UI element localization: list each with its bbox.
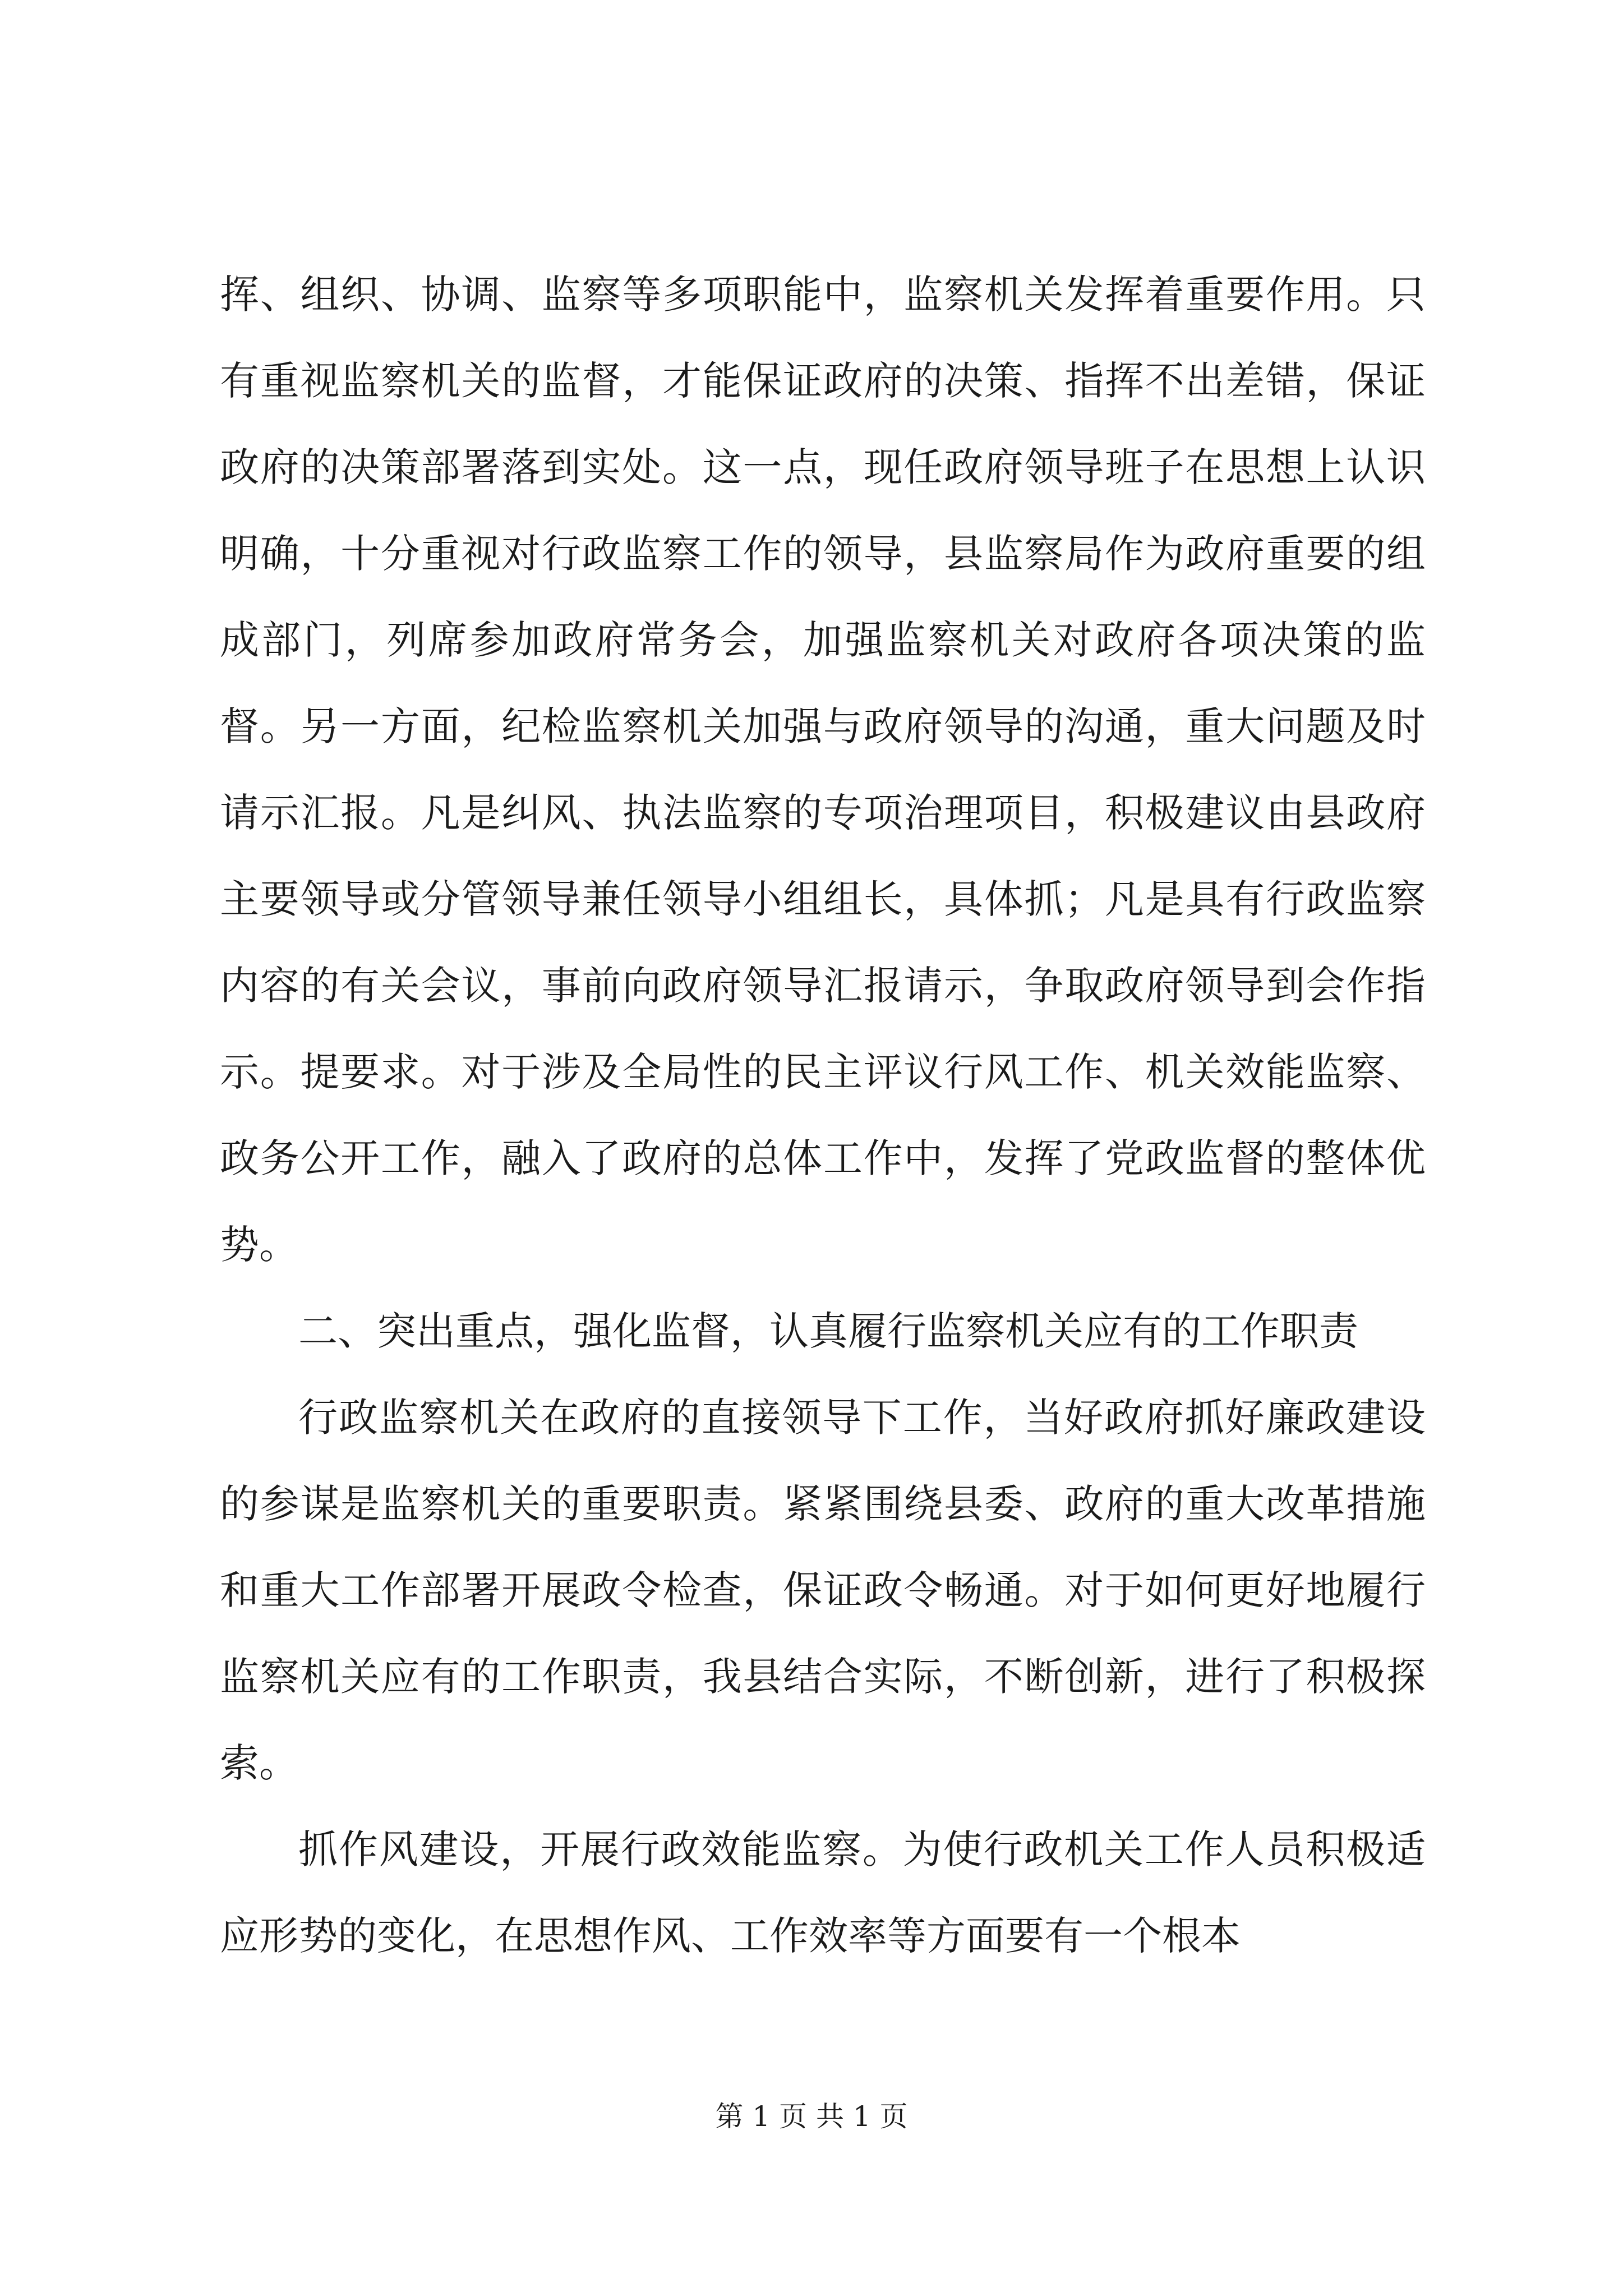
page-number-label: 第 1 页 共 1 页 [715,2100,908,2133]
paragraph-continuation: 挥、组织、协调、监察等多项职能中，监察机关发挥着重要作用。只有重视监察机关的监督，才能保证政府的决策、指挥不出差错，保证政府的决策部署落到实处。这一点，现任政府领导班子在思想上认识明确，十分重视对行政监察工作的领导，县监察局作为政府重要的组成部门，列席参加政府常务会，加强监察机关对政府各项决策的监督。另一方面，纪检监察机关加强与政府领导的沟通，重大问题及时请示汇报。凡是纠风、执法监察的专项治理项目，积极建议由县政府主要领导或分管领导兼任领导小组组长，具体抓；凡是具有行政监察内容的有关会议，事前向政府领导汇报请示，争取政府领导到会作指示。提要求。对于涉及全局性的民主评议行风工作、机关效能监察、政务公开工作，融入了政府的总体工作中，发挥了党政监督的整体优势。 [220,272,1426,1268]
section-heading: 二、突出重点，强化监督，认真履行监察机关应有的工作职责 [298,1308,1358,1354]
page-footer [0,2097,1623,2136]
paragraph: 抓作风建设，开展行政效能监察。为使行政机关工作人员积极适应形势的变化，在思想作风、工作效率等方面要有一个根本 [220,1826,1426,1959]
paragraph: 行政监察机关在政府的直接领导下工作，当好政府抓好廉政建设的参谋是监察机关的重要职责。紧紧围绕县委、政府的重大改革措施和重大工作部署开展政令检查，保证政令畅通。对于如何更好地履行监察机关应有的工作职责，我县结合实际，不断创新，进行了积极探索。 [220,1395,1426,1786]
document-body [220,251,1426,1979]
